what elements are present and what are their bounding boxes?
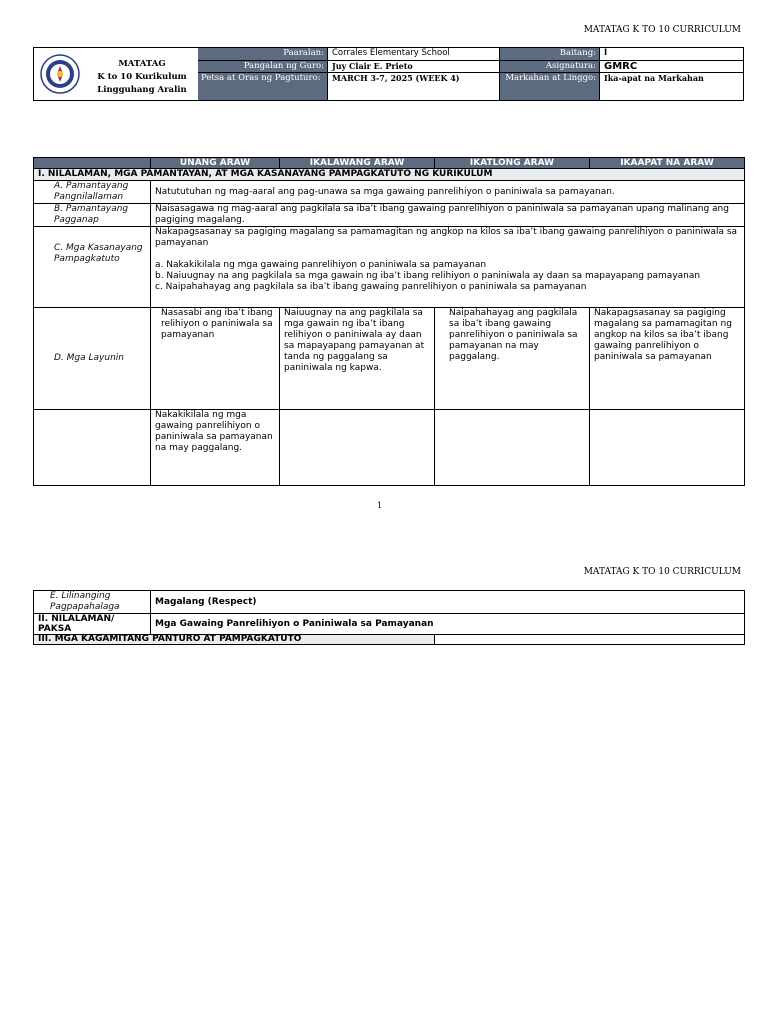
- row-c-item-c: c. Naipahahayag ang pagkilala sa iba’t ibang gawaing panrelihiyon o paniniwala sa pamayanan: [155, 282, 587, 292]
- extra-empty-day-3: [435, 410, 590, 486]
- row-c-cell: [151, 227, 745, 308]
- running-header-page-2: MATATAG K TO 10 CURRICULUM: [583, 567, 741, 577]
- guro-value: Juy Clair E. Prieto: [328, 61, 500, 73]
- title-line-2: K to 10 Kurikulum: [97, 72, 187, 82]
- row-b-label: B. Pamantayang Pagganap: [34, 204, 151, 227]
- row-extra-objective: [34, 410, 745, 486]
- objective-day-2: Naiuugnay na ang pagkilala sa mga gawain ng iba’t ibang relihiyon o paniniwala ay daan sa mapayapang pamayanan at tanda ng paggalang sa paniniwala ng kapwa.: [280, 308, 435, 410]
- baitang-value: I: [600, 48, 743, 61]
- row-iii-empty: [435, 635, 745, 645]
- objective-day-3: Naipahahayag ang pagkilala sa iba’t ibang gawaing panrelihiyon o paniniwala sa pamayanan na may paggalang.: [435, 308, 590, 410]
- markahan-label: Markahan at Linggo:: [500, 73, 600, 100]
- asignatura-value: GMRC: [600, 61, 743, 73]
- extra-empty-day-2: [280, 410, 435, 486]
- day-header-4: IKAAPAT NA ARAW: [590, 158, 745, 169]
- row-pamantayang-pangnilalaman: [34, 181, 745, 204]
- petsa-label: Petsa at Oras ng Pagtuturo:: [198, 73, 328, 100]
- curriculum-table: [33, 157, 745, 486]
- title-block: [86, 58, 198, 97]
- row-a-label: A. Pamantayang Pangnilallaman: [34, 181, 151, 204]
- petsa-value: MARCH 3-7, 2025 (WEEK 4): [328, 73, 500, 100]
- extra-label-cell: [34, 410, 151, 486]
- section-row: [34, 169, 745, 181]
- baitang-label: Baitang:: [500, 48, 600, 61]
- row-pamantayang-pagganap: [34, 204, 745, 227]
- row-ii-value: Mga Gawaing Panrelihiyon o Paniniwala sa Pamayanan: [151, 614, 745, 635]
- extra-objective-day-1: Nakakikilala ng mga gawaing panrelihiyon o paniniwala sa pamayanan na may paggalang.: [151, 410, 280, 486]
- row-a-text: Natututuhan ng mag-aaral ang pag-unawa sa mga gawaing panrelihiyon o paniniwala sa pamayanan.: [151, 181, 745, 204]
- asignatura-label: Asignatura:: [500, 61, 600, 73]
- row-mga-layunin: [34, 308, 745, 410]
- section-title: I. NILALAMAN, MGA PAMANTAYAN, AT MGA KASANAYANG PAMPAGKATUTO NG KURIKULUM: [34, 169, 745, 181]
- row-c-label: C. Mga Kasanayang Pampagkatuto: [34, 227, 151, 308]
- extra-empty-day-4: [590, 410, 745, 486]
- objective-day-4: Nakapagsasanay sa pagiging magalang sa pamamagitan ng angkop na kilos sa iba’t ibang gawaing panrelihiyon o paniniwala sa pamayanan: [590, 308, 745, 410]
- row-c-item-a: a. Nakakikilala ng mga gawaing panrelihiyon o paniniwala sa pamayanan: [155, 260, 487, 270]
- row-b-text: Naisasagawa ng mag-aaral ang pagkilala sa iba’t ibang gawaing panrelihiyon o paniniwala sa pamayanan upang malinang ang pagiging magalang.: [151, 204, 745, 227]
- row-c-intro: Nakapagsasanay sa pagiging magalang sa pamamagitan ng angkop na kilos sa iba’t ibang gawaing panrelihiyon o paniniwala sa pamayanan: [155, 227, 738, 248]
- day-header-row: [34, 158, 745, 169]
- row-d-label: D. Mga Layunin: [34, 308, 151, 410]
- page-2-table: [33, 590, 745, 645]
- running-header: MATATAG K TO 10 CURRICULUM: [583, 25, 741, 35]
- row-nilalaman-paksa: [34, 614, 745, 635]
- row-lilinanging-pagpapahalaga: [34, 591, 745, 614]
- deped-seal-icon: [40, 54, 80, 94]
- row-e-value: Magalang (Respect): [151, 591, 745, 614]
- title-line-1: MATATAG: [118, 59, 166, 69]
- row-iii-label: III. MGA KAGAMITANG PANTURO AT PAMPAGKATUTO: [34, 635, 435, 645]
- paaralan-value: Corrales Elementary School: [328, 48, 500, 61]
- row-kagamitang-panturo: [34, 635, 745, 645]
- row-kasanayang-pampagkatuto: [34, 227, 745, 308]
- lesson-header-block: [33, 47, 744, 101]
- row-ii-label: II. NILALAMAN/ PAKSA: [34, 614, 151, 635]
- objective-day-1: Nasasabi ang iba’t ibang relihiyon o paniniwala sa pamayanan: [151, 308, 280, 410]
- day-header-1: UNANG ARAW: [151, 158, 280, 169]
- logo-cell: [34, 48, 199, 100]
- corner-header-cell: [34, 158, 151, 169]
- day-header-3: IKATLONG ARAW: [435, 158, 590, 169]
- paaralan-label: Paaralan:: [198, 48, 328, 61]
- markahan-value: Ika-apat na Markahan: [604, 73, 704, 83]
- row-e-label: E. Lilinanging Pagpapahalaga: [34, 591, 151, 614]
- row-c-item-b: b. Naiuugnay na ang pagkilala sa mga gawain ng iba’t ibang relihiyon o paniniwala ay daan sa mapayapang pamayanan: [155, 271, 701, 281]
- page-number: 1: [377, 501, 383, 510]
- day-header-2: IKALAWANG ARAW: [280, 158, 435, 169]
- title-line-3: Lingguhang Aralin: [97, 85, 187, 95]
- guro-label: Pangalan ng Guro:: [198, 61, 328, 73]
